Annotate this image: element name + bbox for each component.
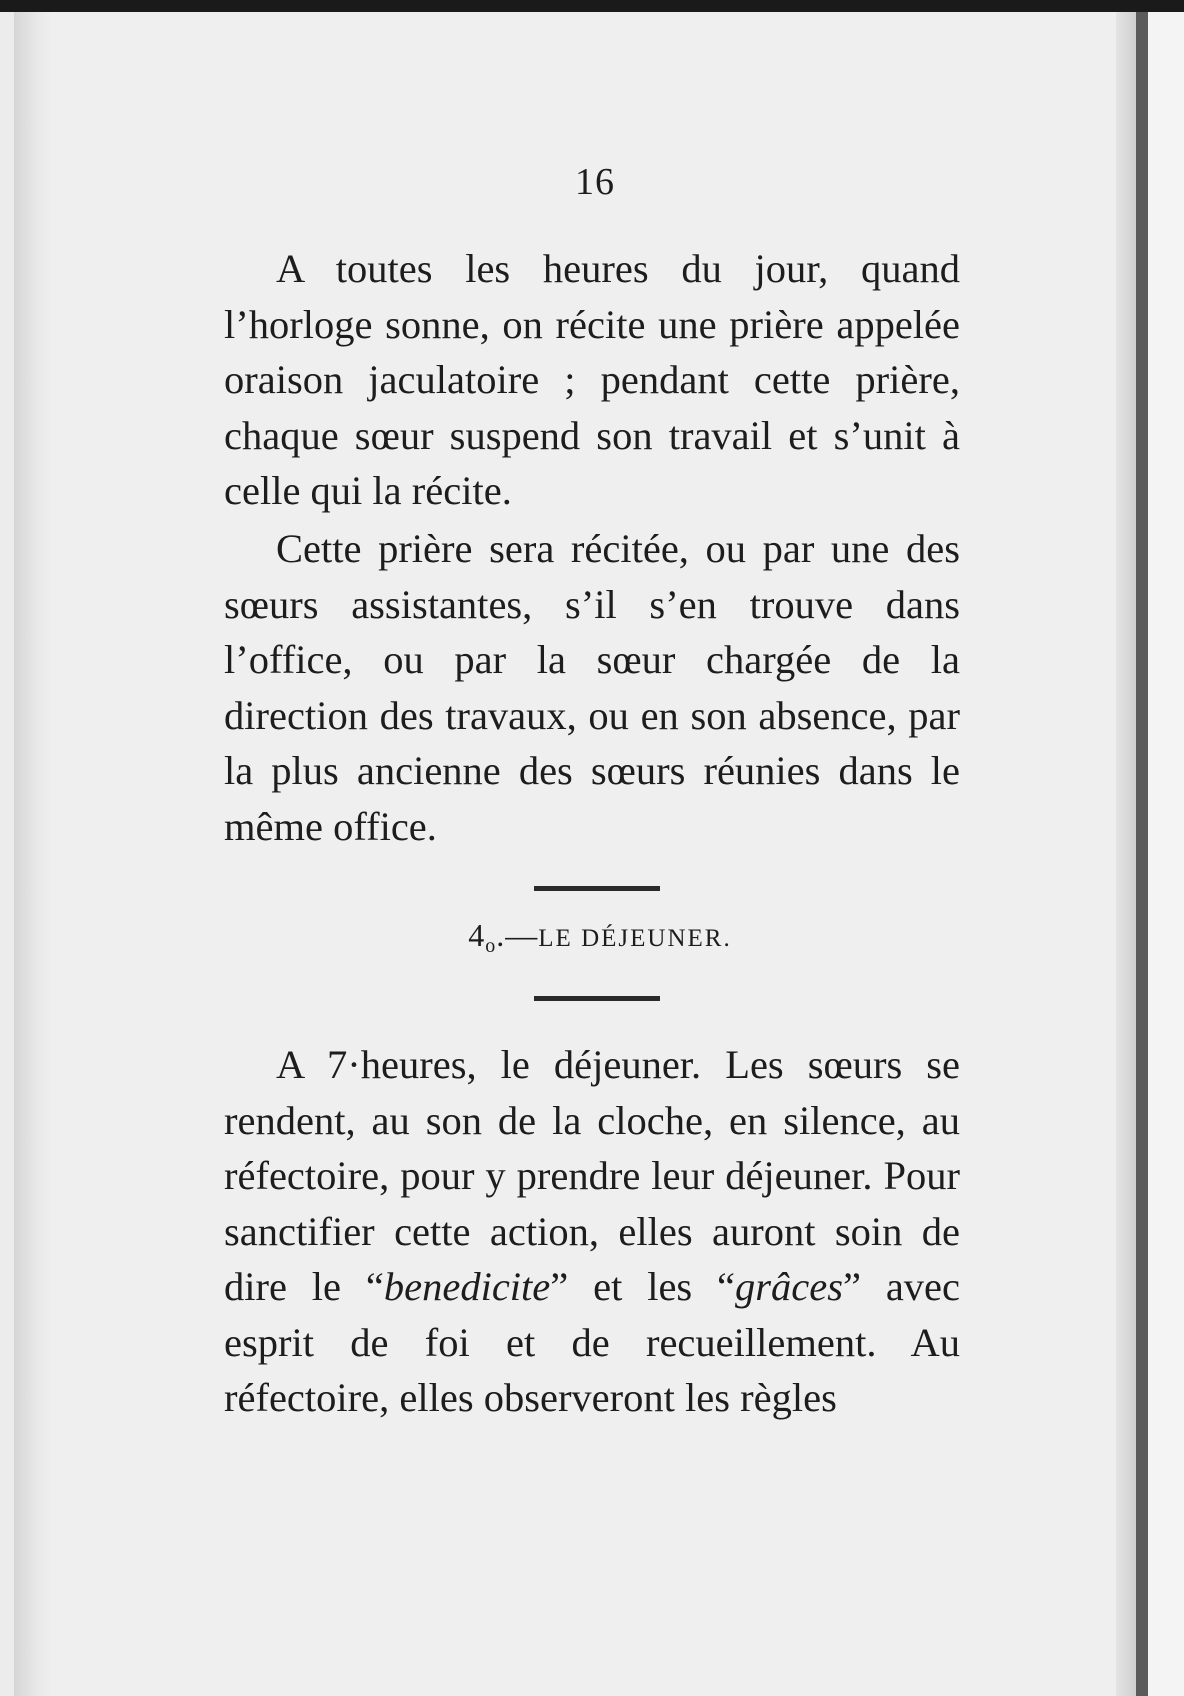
quote-close-1: ” [550, 1264, 569, 1309]
page-gutter [14, 12, 52, 1696]
page-edge-shadow [1116, 12, 1136, 1696]
section-heading [300, 917, 900, 958]
paragraph-1 [224, 241, 960, 519]
section-ordinal: o [485, 935, 497, 957]
section-divider-bottom [534, 996, 660, 1001]
scan-margin [1148, 12, 1184, 1696]
scan-top-border [0, 0, 1184, 12]
quote-close-2: ” [843, 1264, 861, 1309]
paragraph-3 [224, 1037, 960, 1426]
section-divider-top [534, 886, 660, 891]
paragraph-3-before: A 7·heures, le déjeuner. Les sœurs se rendent, au son de la cloche, en silence, au réfectoire, pour y prendre leur déjeuner. Pour sanctifier cette action, elles auront soin de dire le [224, 1042, 960, 1309]
benedicite-term: benedicite [383, 1264, 551, 1309]
section-title: LE DÉJEUNER. [538, 925, 732, 952]
paragraph-2 [224, 521, 960, 854]
paragraph-3-middle: et les [568, 1264, 718, 1309]
scan-right-border [1136, 12, 1148, 1696]
paragraph-2-text: Cette prière sera récitée, ou par une des sœurs assistantes, s’il s’en trouve dans l’office, ou par la sœur chargée de la direction des travaux, ou en son absence, par la plus ancienne des sœurs réunies dans le même office. [224, 526, 960, 849]
quote-open-1: “ [365, 1264, 384, 1309]
paragraph-3-after: avec esprit de foi et de recueillement. Au réfectoire, elles observeront les règles [224, 1264, 961, 1420]
page-number: 16 [575, 161, 615, 203]
paragraph-3-text [224, 1037, 960, 1426]
section-number: 4 [468, 917, 486, 953]
quote-open-2: “ [717, 1264, 736, 1309]
paragraph-1-text: A toutes les heures du jour, quand l’horloge sonne, on récite une prière appelée oraison jaculatoire ; pendant cette prière, chaque sœur suspend son travail et s’unit à celle qui la récite. [224, 246, 960, 513]
graces-term: grâces [735, 1264, 843, 1309]
section-dash: .— [496, 917, 539, 953]
